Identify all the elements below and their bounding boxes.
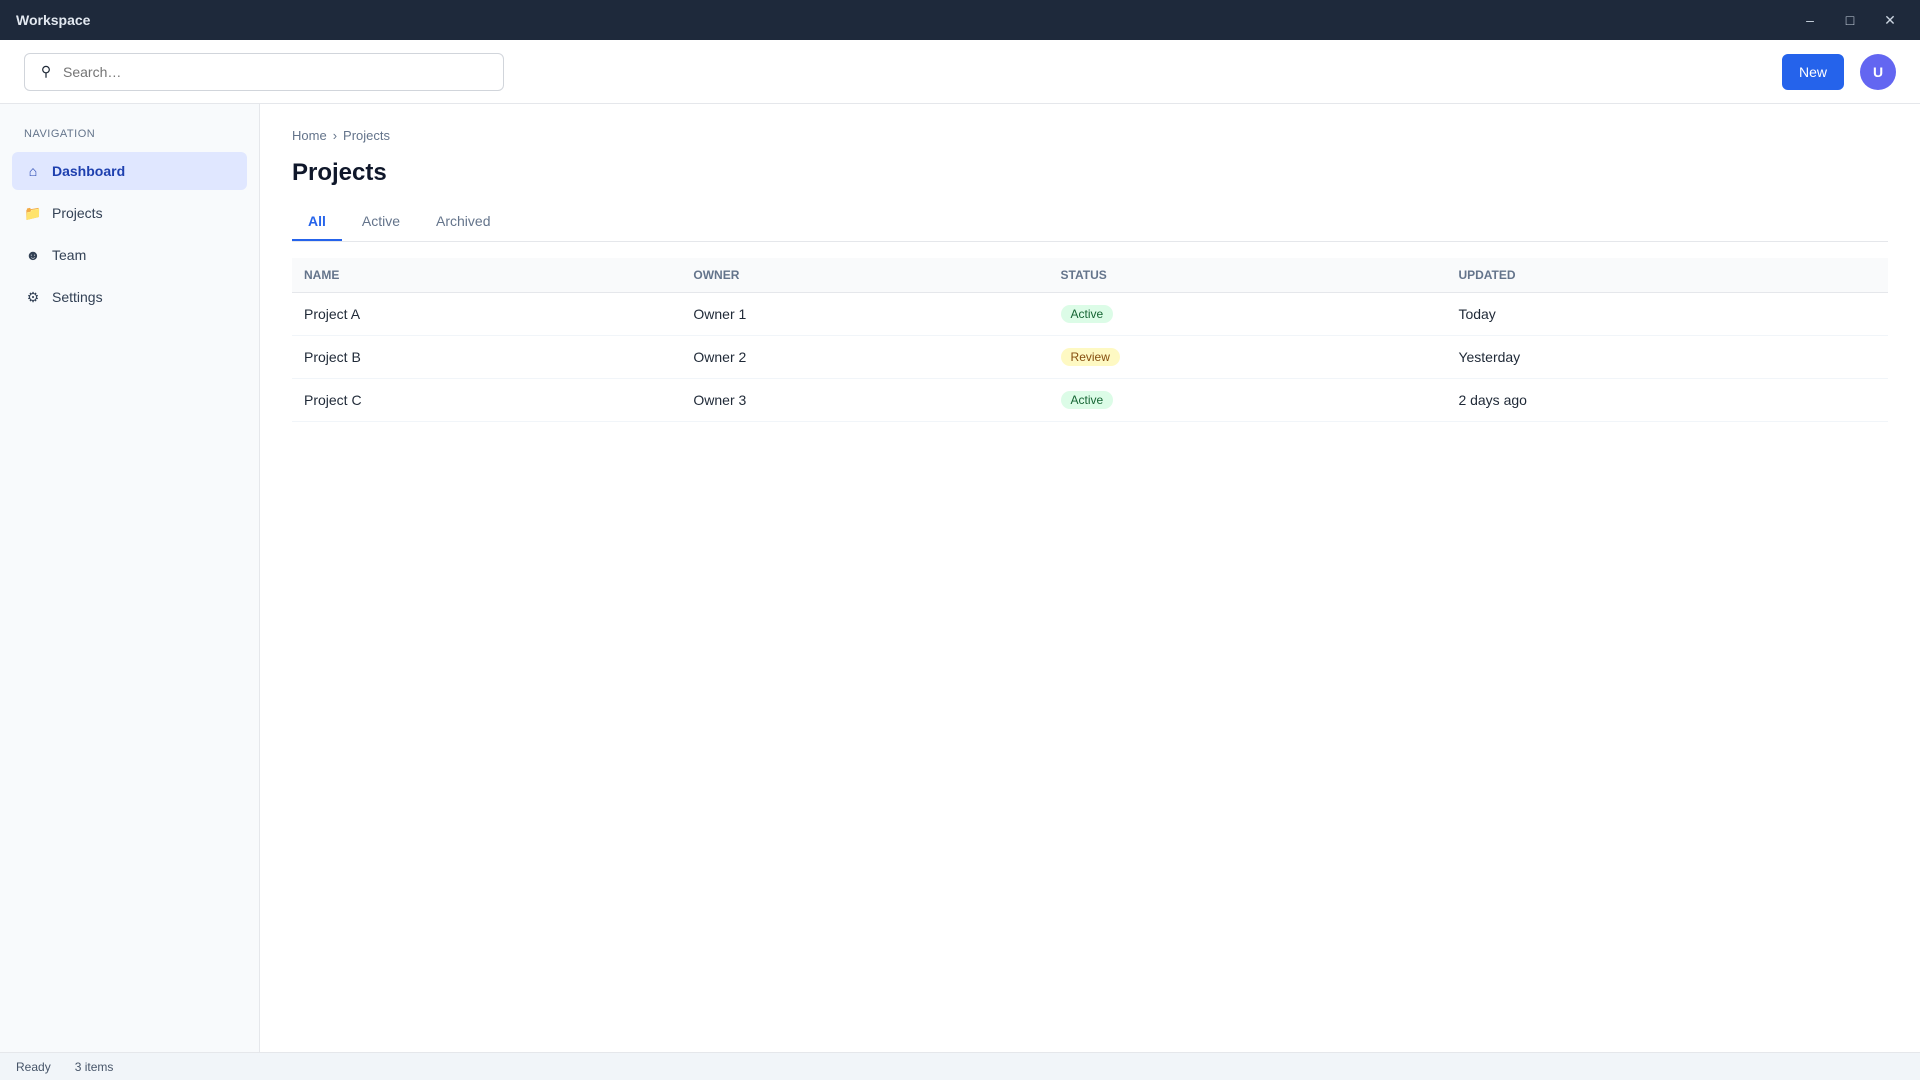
minimize-icon[interactable]: – <box>1806 12 1814 28</box>
status-bar <box>0 1052 1920 1080</box>
sidebar-item-team[interactable] <box>12 236 247 274</box>
sidebar-heading: NAVIGATION <box>24 128 96 140</box>
title-bar <box>0 0 1920 40</box>
column-header[interactable]: NAME <box>292 258 681 293</box>
search-input[interactable] <box>63 64 491 80</box>
sidebar-item-projects[interactable] <box>12 194 247 232</box>
cell-owner: Owner 1 <box>681 293 1048 336</box>
body <box>0 104 1920 1052</box>
column-header[interactable]: STATUS <box>1049 258 1447 293</box>
status-badge: Review <box>1061 348 1120 366</box>
cell-updated: Today <box>1446 293 1888 336</box>
table-row[interactable] <box>292 379 1888 422</box>
users-icon: ☻ <box>25 247 41 263</box>
cell-name: Project A <box>292 293 681 336</box>
top-header <box>0 40 1920 104</box>
status-badge: Active <box>1061 305 1114 323</box>
avatar[interactable]: U <box>1860 54 1896 90</box>
folder-icon: 📁 <box>24 204 42 221</box>
status-badge: Active <box>1061 391 1114 409</box>
breadcrumb-item[interactable]: Home <box>292 128 327 143</box>
tab-all[interactable]: All <box>292 203 342 241</box>
search-box[interactable] <box>24 53 504 91</box>
table-row[interactable] <box>292 336 1888 379</box>
sidebar-item-label: Dashboard <box>52 163 126 179</box>
sidebar-item-label: Projects <box>52 205 103 221</box>
table-header-row <box>292 258 1888 293</box>
cell-updated: Yesterday <box>1446 336 1888 379</box>
sidebar-item-label: Team <box>52 247 87 263</box>
sidebar-item-label: Settings <box>52 289 103 305</box>
table-row[interactable] <box>292 293 1888 336</box>
column-header[interactable]: UPDATED <box>1446 258 1888 293</box>
item-count: 3 items <box>74 1059 114 1074</box>
column-header[interactable]: OWNER <box>681 258 1048 293</box>
tab-bar <box>292 203 1888 242</box>
projects-table <box>292 258 1888 422</box>
new-button[interactable]: New <box>1782 54 1844 90</box>
tab-archived[interactable]: Archived <box>436 213 491 229</box>
maximize-icon[interactable]: □ <box>1845 12 1855 28</box>
cell-updated: 2 days ago <box>1446 379 1888 422</box>
gear-icon: ⚙ <box>26 288 40 305</box>
breadcrumb <box>292 128 1888 143</box>
cell-owner: Owner 3 <box>681 379 1048 422</box>
search-icon: ⚲ <box>40 63 52 79</box>
breadcrumb-item: Projects <box>343 128 390 143</box>
sidebar-item-dashboard[interactable] <box>12 152 247 190</box>
cell-name: Project B <box>292 336 681 379</box>
status-text: Ready <box>16 1059 51 1074</box>
page-title: Projects <box>292 159 387 186</box>
sidebar <box>0 104 260 1052</box>
home-icon: ⌂ <box>28 163 38 179</box>
tab-active[interactable]: Active <box>361 213 401 229</box>
window-title: Workspace <box>16 12 91 28</box>
cell-name: Project C <box>292 379 681 422</box>
chevron-right-icon: › <box>332 128 338 143</box>
cell-owner: Owner 2 <box>681 336 1048 379</box>
main-content <box>260 104 1920 1052</box>
close-icon[interactable]: ✕ <box>1884 11 1896 28</box>
sidebar-item-settings[interactable] <box>12 278 247 316</box>
